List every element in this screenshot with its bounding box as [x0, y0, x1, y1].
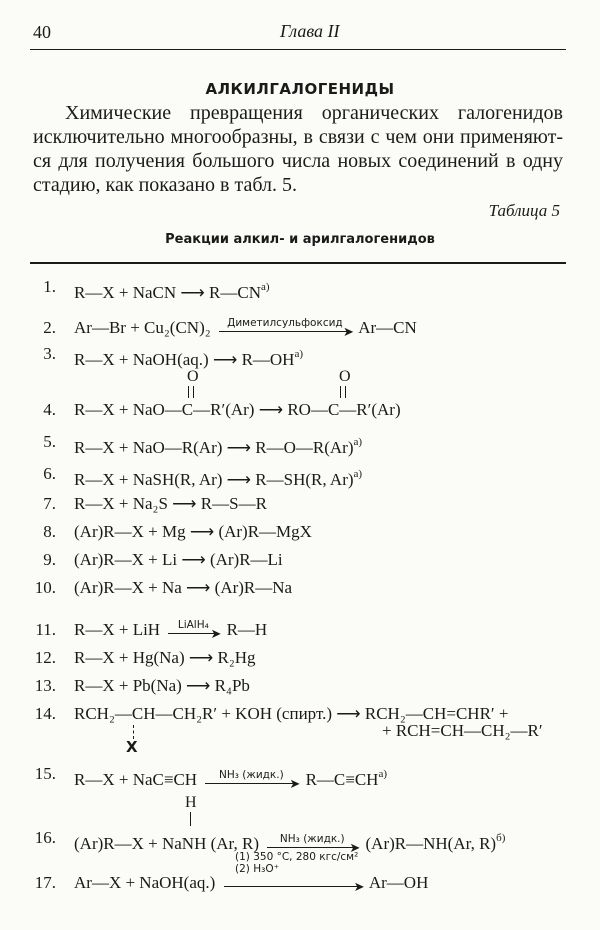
products: (Ar)R—NH(Ar, R): [365, 834, 497, 853]
products: R—H: [226, 620, 268, 639]
carbonyl-oxygen-left: O: [187, 368, 199, 385]
footnote-marker: а): [294, 348, 304, 360]
intro-paragraph: Химические превращения органических галогенидов исключительно многообразны, в связи с чем они применяются для получения большого числа новых соединений в одну стадию, как показано в табл. 5.: [33, 102, 563, 196]
reaction-arrow: Диметилсульфоксид ➤: [219, 316, 351, 340]
reactants: Ar—Br + Cu₂(CN)₂: [74, 318, 211, 337]
reaction-equation: R—X + NaO—C—R′(Ar) ⟶ RO—C—R′(Ar): [74, 400, 401, 419]
reaction-arrow: ➤: [224, 871, 362, 895]
amine-hydrogen: H: [185, 794, 197, 811]
reaction-13: [0, 674, 600, 698]
reaction-number: 7.: [43, 494, 56, 513]
header-rule: [30, 49, 566, 50]
chapter-title: Глава II: [280, 21, 340, 41]
reaction-14-continuation: [0, 719, 600, 743]
reaction-11: [0, 618, 600, 642]
condition-2: (2) H₃O⁺: [235, 863, 280, 875]
arrow-condition: Диметилсульфоксид: [227, 317, 343, 329]
footnote-marker: а): [353, 468, 363, 480]
reaction-equation: (Ar)R—X + Li ⟶ (Ar)R—Li: [74, 550, 283, 569]
double-bond-mark: [340, 386, 346, 398]
reaction-number: 2.: [43, 318, 56, 337]
substituent-x: X: [126, 738, 138, 756]
table-title: Реакции алкил- и арилгалогенидов: [165, 232, 435, 247]
reaction-12: [0, 646, 600, 670]
table-label: Таблица 5: [488, 201, 560, 220]
reaction-6: [0, 462, 600, 489]
reaction-equation: (Ar)R—X + Mg ⟶ (Ar)R—MgX: [74, 522, 312, 541]
reaction-arrow: LiAlH₄ ➤: [168, 618, 218, 642]
products: Ar—OH: [368, 873, 429, 892]
n-h-bond: [190, 812, 191, 826]
reaction-3: [0, 342, 600, 369]
reaction-continuation: + RCH=CH—CH₂—R′: [382, 721, 543, 740]
page-number: 40: [33, 22, 51, 42]
reactants: R—X + NaC≡CH: [74, 770, 198, 789]
reaction-number: 14.: [34, 704, 56, 723]
reaction-number: 16.: [34, 828, 56, 847]
reaction-16: [0, 826, 600, 855]
footnote-marker: а): [353, 436, 363, 448]
reaction-equation: R—X + Pb(Na) ⟶ R₄Pb: [74, 676, 250, 695]
reaction-number: 15.: [34, 764, 56, 783]
reaction-equation: RCH₂—CH—CH₂R′ + KOH (спирт.) ⟶ RCH₂—CH=CHR′ +: [74, 704, 509, 723]
reaction-arrow: NH₃ (жидк.) ➤: [267, 832, 357, 856]
carbonyl-oxygen-right: O: [339, 368, 351, 385]
footnote-marker: а): [260, 281, 270, 293]
reaction-equation: R—X + NaO—R(Ar) ⟶ R—O—R(Ar): [74, 438, 354, 457]
reaction-number: 11.: [35, 620, 56, 639]
products: Ar—CN: [358, 318, 417, 337]
reaction-9: [0, 548, 600, 572]
reaction-number: 6.: [43, 464, 56, 483]
reaction-1: [0, 275, 600, 302]
reaction-number: 3.: [43, 344, 56, 363]
condition-1: (1) 350 °C, 280 кгс/см²: [235, 851, 359, 863]
reaction-15: [0, 762, 600, 791]
reaction-2: [0, 316, 600, 340]
reaction-number: 9.: [43, 550, 56, 569]
reaction-equation: R—X + Hg(Na) ⟶ R₂Hg: [74, 648, 256, 667]
products: R—C≡CH: [305, 770, 379, 789]
reaction-number: 17.: [34, 873, 56, 892]
arrow-condition: NH₃ (жидк.): [218, 769, 284, 781]
reaction-5: [0, 430, 600, 457]
footnote-marker: б): [496, 832, 506, 844]
reactants: R—X + LiH: [74, 620, 161, 639]
reaction-number: 5.: [43, 432, 56, 451]
arrow-condition: NH₃ (жидк.): [279, 833, 345, 845]
reaction-17: [0, 871, 600, 895]
reaction-equation: R—X + NaSH(R, Ar) ⟶ R—SH(R, Ar): [74, 470, 354, 489]
reaction-10: [0, 576, 600, 600]
footnote-marker: а): [378, 768, 388, 780]
reaction-number: 1.: [43, 277, 56, 296]
reaction-number: 13.: [34, 676, 56, 695]
reaction-number: 12.: [34, 648, 56, 667]
reaction-number: 4.: [43, 400, 56, 419]
table-rule: [30, 262, 566, 264]
reaction-7: [0, 492, 600, 516]
reaction-equation: (Ar)R—X + Na ⟶ (Ar)R—Na: [74, 578, 293, 597]
reaction-arrow: NH₃ (жидк.) ➤: [205, 768, 297, 792]
reaction-4: [0, 398, 600, 422]
reaction-equation: R—X + NaCN ⟶ R—CN: [74, 283, 261, 302]
double-bond-mark: [188, 386, 194, 398]
reactants: Ar—X + NaOH(aq.): [74, 873, 216, 892]
reaction-number: 8.: [43, 522, 56, 541]
reaction-8: [0, 520, 600, 544]
reaction-equation: R—X + NaOH(aq.) ⟶ R—OH: [74, 350, 295, 369]
substituent-bond: [133, 725, 134, 739]
section-title: АЛКИЛГАЛОГЕНИДЫ: [205, 80, 395, 98]
arrow-condition: LiAlH₄: [177, 619, 209, 631]
reaction-equation: R—X + Na₂S ⟶ R—S—R: [74, 494, 267, 513]
reaction-number: 10.: [34, 578, 56, 597]
reactants: (Ar)R—X + NaNH (Ar, R): [74, 834, 260, 853]
